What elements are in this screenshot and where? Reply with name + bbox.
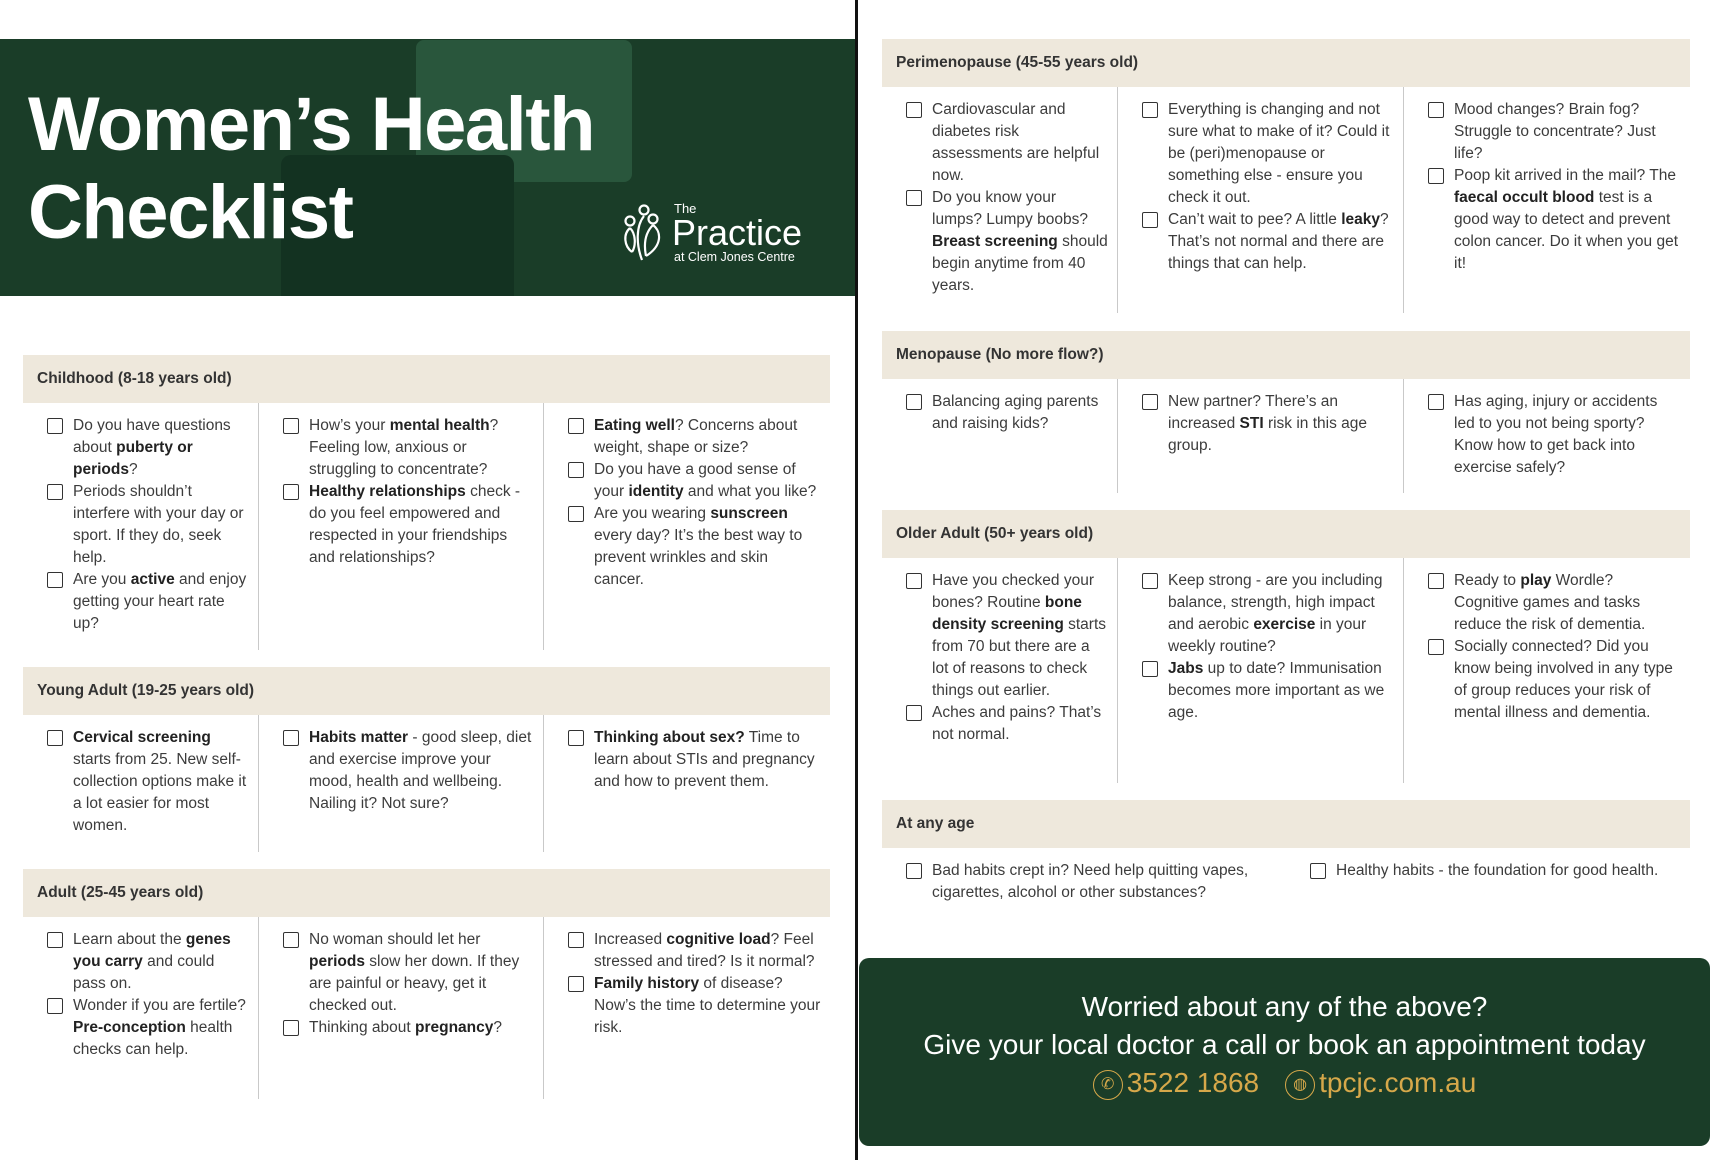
text-segment: slow her down. If they are painful or heavy, get it checked out. [309,953,520,1014]
checkbox[interactable] [1310,863,1326,879]
text-segment: Learn about the [73,931,186,948]
checklist-item [906,570,1109,702]
emphasis-text: Habits matter [309,729,409,746]
item-text [1168,391,1395,457]
text-segment: How’s your [309,417,390,434]
checkbox[interactable] [1428,394,1444,410]
emphasis-text: exercise [1253,616,1316,633]
text-segment: and could pass on. [73,953,215,992]
checklist-item [1142,99,1395,209]
phone-icon: ✆ [1093,1070,1123,1100]
checkbox[interactable] [906,190,922,206]
checklist-column [259,403,544,650]
checkbox[interactable] [47,572,63,588]
item-text [309,481,535,569]
item-text [594,503,822,591]
item-text [73,727,250,837]
people-logo-icon [622,204,666,262]
checklist-item [906,391,1109,435]
emphasis-text: Thinking about sex? [594,729,745,746]
text-segment: check - do you feel empowered and respected in your friendships and relationships? [309,483,521,566]
emphasis-text: bone density screening [932,594,1082,633]
checkbox[interactable] [568,506,584,522]
checkbox[interactable] [47,932,63,948]
checkbox[interactable] [568,932,584,948]
item-text [932,99,1109,187]
checklist-item [906,860,1278,904]
text-segment: Bad habits crept in? Need help quitting vapes, cigarettes, alcohol or other substances? [932,862,1249,901]
text-segment: Are you [73,571,131,588]
checkbox[interactable] [283,730,299,746]
text-segment: Periods shouldn’t interfere with your day or sport. If they do, seek help. [73,483,244,566]
section-young-adult [23,667,830,852]
checklist-item [283,929,535,1017]
item-text [1168,209,1395,275]
item-text [594,415,822,459]
item-text [309,727,535,815]
emphasis-text: Jabs [1168,660,1204,677]
emphasis-text: Breast screening [932,233,1058,250]
item-text [932,391,1109,435]
checklist-item [568,727,822,793]
checklist-column [882,87,1118,313]
checklist-item [906,702,1109,746]
checkbox[interactable] [1142,102,1158,118]
checklist-item [1428,165,1682,275]
checklist-item [47,481,250,569]
text-segment: Wonder if you are fertile? [73,997,246,1014]
checklist-item [568,973,822,1039]
checkbox[interactable] [568,730,584,746]
checklist-column [882,379,1118,493]
logo-name: Practice [672,212,803,253]
title-banner [0,39,855,296]
checkbox[interactable] [906,863,922,879]
emphasis-text: active [130,571,175,588]
text-segment: Increased [594,931,667,948]
checklist-item [568,415,822,459]
checklist-item [1142,570,1395,658]
emphasis-text: Healthy relationships [309,483,466,500]
checklist-column [1118,87,1404,313]
checklist-item [47,727,250,837]
checklist-item [568,929,822,973]
checklist-item [1142,209,1395,275]
item-text [1454,636,1682,724]
item-text [1168,570,1395,658]
text-segment: Have you checked your bones? Routine [932,572,1094,611]
checklist-column [23,917,259,1099]
checkbox[interactable] [283,1020,299,1036]
section-adult [23,869,830,1099]
website-link[interactable] [1285,1064,1476,1102]
item-text [309,929,535,1017]
logo-subtitle: at Clem Jones Centre [674,250,795,264]
text-segment: and enjoy getting your heart rate up? [73,571,247,632]
text-segment: every day? It’s the best way to prevent wrinkles and skin cancer. [594,527,803,588]
text-segment: Everything is changing and not sure what to make of it? Could it be (peri)menopause or something else - ensure you check it out. [1168,101,1390,206]
item-text [594,929,822,973]
item-text [932,860,1278,904]
checklist-column [259,917,544,1099]
checkbox[interactable] [47,998,63,1014]
text-segment: Do you know your lumps? Lumpy boobs? [932,189,1088,228]
checklist-column [882,558,1118,783]
emphasis-text: mental health [389,417,490,434]
section-heading: Adult (25-45 years old) [23,869,830,917]
emphasis-text: sunscreen [710,505,788,522]
checkbox[interactable] [568,462,584,478]
checkbox[interactable] [906,705,922,721]
emphasis-text: Pre-conception [73,1019,186,1036]
emphasis-text: identity [628,483,684,500]
text-segment: Keep strong - are you including balance, strength, high impact and aerobic [1168,572,1383,633]
text-segment: Mood changes? Brain fog? Struggle to concentrate? Just life? [1454,101,1656,162]
phone-link[interactable] [1093,1064,1259,1102]
text-segment: should begin anytime from 40 years. [932,233,1108,294]
checklist-item [1428,636,1682,724]
checklist-item [283,415,535,481]
item-text [73,995,250,1061]
checklist-item [47,929,250,995]
checkbox[interactable] [47,730,63,746]
checklist-item [1142,658,1395,724]
emphasis-text: genes you carry [73,931,231,970]
item-text [932,702,1109,746]
item-text [594,727,822,793]
text-segment: Can’t wait to pee? A little [1168,211,1342,228]
checklist-item [568,503,822,591]
checklist-column [23,715,259,852]
section-perimenopause [882,39,1690,313]
text-segment: and what you like? [683,483,817,500]
item-text [1168,99,1395,209]
item-text [932,570,1109,702]
section-heading: Perimenopause (45-55 years old) [882,39,1690,87]
text-segment: health checks can help. [73,1019,233,1058]
checkbox[interactable] [1142,212,1158,228]
text-segment: ? [128,461,138,478]
checklist-item [1428,391,1682,479]
title-line-2: Checklist [28,170,353,255]
text-segment: Are you wearing [594,505,711,522]
checkbox[interactable] [906,573,922,589]
checklist-item [906,99,1109,187]
item-text [73,415,250,481]
text-segment: starts from 70 but there are a lot of reasons to check things out earlier. [932,616,1106,699]
checkbox[interactable] [283,484,299,500]
text-segment: risk in this age group. [1168,415,1368,454]
emphasis-text: leaky [1341,211,1380,228]
text-segment: - good sleep, diet and exercise improve your mood, health and wellbeing. Nailing it? Not sure? [309,729,532,812]
checkbox[interactable] [1142,394,1158,410]
checkbox[interactable] [568,976,584,992]
emphasis-text: cognitive load [666,931,771,948]
checkbox[interactable] [47,484,63,500]
checklist-item [283,1017,535,1039]
checklist-column [544,917,830,1099]
text-segment: Balancing aging parents and raising kids? [932,393,1099,432]
checklist-column [1118,558,1404,783]
call-to-action-banner [859,958,1710,1146]
checkbox[interactable] [47,418,63,434]
section-heading: Menopause (No more flow?) [882,331,1690,379]
text-segment: Time to learn about STIs and pregnancy and how to prevent them. [594,729,815,790]
text-segment: ? Concerns about weight, shape or size? [594,417,798,456]
section-heading: Childhood (8-18 years old) [23,355,830,403]
item-text [73,481,250,569]
checklist-column [544,403,830,650]
phone-number: 3522 1868 [1126,1067,1260,1098]
item-text [309,415,535,481]
checklist-item [1142,391,1395,457]
text-segment: Cardiovascular and diabetes risk assessments are helpful now. [932,101,1100,184]
checklist-column [1404,558,1690,783]
text-segment: ? Feel stressed and tired? Is it normal? [594,931,815,970]
emphasis-text: Family history [594,975,700,992]
checklist-item [906,187,1109,297]
text-segment: Do you have questions about [73,417,231,456]
text-segment: Do you have a good sense of your [594,461,796,500]
checklist-column [544,715,830,852]
item-text [932,187,1109,297]
emphasis-text: faecal occult blood [1454,189,1595,206]
text-segment: Has aging, injury or accidents led to you not being sporty? Know how to get back into exercise safely? [1454,393,1658,476]
text-segment: Poop kit arrived in the mail? The [1454,167,1676,184]
section-any-age [882,800,1690,940]
item-text [1454,165,1682,275]
item-text [73,569,250,635]
checkbox[interactable] [906,102,922,118]
website-url: tpcjc.com.au [1319,1067,1477,1098]
title-line-1: Women’s Health [28,82,594,167]
text-segment: ? Feeling low, anxious or struggling to concentrate? [309,417,499,478]
checklist-item [283,727,535,815]
practice-logo [622,202,802,264]
item-text [1454,99,1682,165]
checkbox[interactable] [1428,573,1444,589]
checklist-item [1310,860,1682,882]
text-segment: of disease? Now’s the time to determine your risk. [594,975,821,1036]
checklist-item [1428,570,1682,636]
checklist-item [1428,99,1682,165]
checkbox[interactable] [1428,168,1444,184]
checkbox[interactable] [1142,573,1158,589]
item-text [594,973,822,1039]
section-heading: At any age [882,800,1690,848]
text-segment: up to date? Immunisation becomes more important as we age. [1168,660,1385,721]
checklist-column [882,848,1286,940]
cta-line-1: Worried about any of the above? [1081,991,1488,1022]
checklist-column [259,715,544,852]
checklist-column [1404,379,1690,493]
checklist-column [1404,87,1690,313]
checkbox[interactable] [1428,102,1444,118]
section-older-adult [882,510,1690,783]
checkbox[interactable] [283,418,299,434]
text-segment: Thinking about [309,1019,415,1036]
section-heading: Older Adult (50+ years old) [882,510,1690,558]
text-segment: ? That’s not normal and there are things that can help. [1168,211,1389,272]
item-text [1336,860,1658,882]
checkbox[interactable] [1428,639,1444,655]
text-segment: ? [493,1019,503,1036]
text-segment: No woman should let her [309,931,481,948]
checklist-column [1286,848,1690,940]
text-segment: Aches and pains? That’s not normal. [932,704,1102,743]
checkbox[interactable] [906,394,922,410]
item-text [594,459,822,503]
item-text [309,1017,502,1039]
section-menopause [882,331,1690,493]
text-segment: Ready to [1454,572,1521,589]
section-childhood [23,355,830,650]
checklist-item [47,995,250,1061]
text-segment: New partner? There’s an increased [1168,393,1339,432]
page-title [28,81,594,257]
cta-line-2: Give your local doctor a call or book an appointment today [923,1029,1646,1060]
checklist-item [47,569,250,635]
checklist-item [568,459,822,503]
checkbox[interactable] [283,932,299,948]
text-segment: Healthy habits - the foundation for good health. [1336,862,1659,879]
emphasis-text: play [1520,572,1552,589]
text-segment: Wordle? Cognitive games and tasks reduce the risk of dementia. [1454,572,1646,633]
globe-icon: ◍ [1285,1070,1315,1100]
emphasis-text: pregnancy [415,1019,494,1036]
emphasis-text: periods [309,953,365,970]
item-text [1454,391,1682,479]
item-text [1168,658,1395,724]
text-segment: test is a good way to detect and prevent colon cancer. Do it when you get it! [1454,189,1679,272]
item-text [73,929,250,995]
checklist-item [283,481,535,569]
checkbox[interactable] [1142,661,1158,677]
section-heading: Young Adult (19-25 years old) [23,667,830,715]
item-text [1454,570,1682,636]
emphasis-text: Cervical screening [73,729,211,746]
checkbox[interactable] [568,418,584,434]
text-segment: Socially connected? Did you know being involved in any type of group reduces your risk of mental illness and dementia. [1454,638,1673,721]
text-segment: starts from 25. New self-collection options make it a lot easier for most women. [73,751,247,834]
text-segment: in your weekly routine? [1168,616,1367,655]
checklist-column [23,403,259,650]
emphasis-text: STI [1239,415,1264,432]
emphasis-text: Eating well [594,417,675,434]
checklist-item [47,415,250,481]
emphasis-text: puberty or periods [73,439,193,478]
logo-the: The [674,201,697,216]
checklist-column [1118,379,1404,493]
